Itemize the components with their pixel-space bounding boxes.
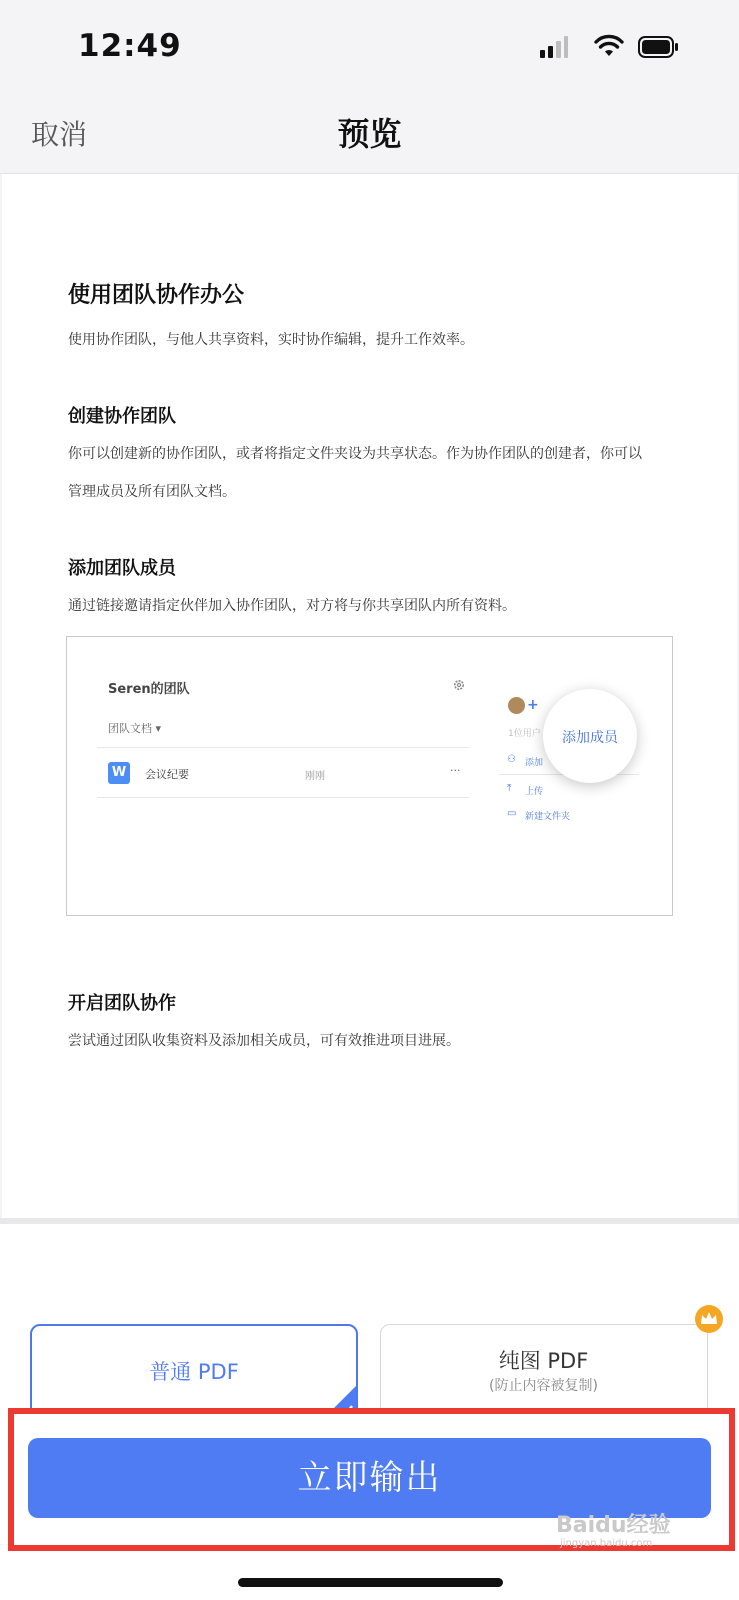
doc-paragraph-2-line-1: 你可以创建新的协作团队，或者将指定文件夹设为共享状态。作为协作团队的创建者，你可以 xyxy=(68,446,642,462)
cancel-button[interactable]: 取消 xyxy=(31,118,88,151)
divider xyxy=(97,747,469,748)
figure-new-folder: 新建文件夹 xyxy=(525,812,571,822)
gear-icon xyxy=(453,679,465,691)
divider xyxy=(97,797,469,798)
navigation-bar xyxy=(0,95,739,174)
option-normal-pdf-label: 普通 PDF xyxy=(149,1360,239,1384)
status-bar xyxy=(0,0,739,95)
figure-user-count: 1位用户 xyxy=(508,729,541,739)
doc-heading-3: 添加团队成员 xyxy=(68,558,176,579)
avatar xyxy=(508,697,525,714)
doc-paragraph-1: 使用协作团队，与他人共享资料，实时协作编辑，提升工作效率。 xyxy=(68,332,474,348)
figure-team-name: Seren的团队 xyxy=(108,682,190,697)
add-member-callout xyxy=(543,689,637,783)
watermark-logo: Baidu经验 xyxy=(556,1513,671,1538)
doc-heading-2: 创建协作团队 xyxy=(68,406,176,427)
doc-paragraph-4: 尝试通过团队收集资料及添加相关成员，可有效推进项目进展。 xyxy=(68,1033,460,1049)
page-title: 预览 xyxy=(337,115,402,153)
home-indicator xyxy=(238,1578,503,1587)
option-image-pdf-label: 纯图 PDF xyxy=(498,1349,589,1373)
doc-paragraph-2-line-2: 管理成员及所有团队文档。 xyxy=(68,484,236,500)
battery-icon xyxy=(638,36,678,58)
wifi-icon xyxy=(594,34,624,58)
more-icon: ··· xyxy=(450,764,461,777)
crown-icon xyxy=(694,1304,724,1334)
doc-heading-4: 开启团队协作 xyxy=(68,993,176,1014)
embedded-screenshot xyxy=(66,636,673,916)
cellular-signal-icon xyxy=(540,36,568,58)
watermark-url: jingyan.baidu.com xyxy=(560,1538,653,1549)
status-time: 12:49 xyxy=(78,28,182,64)
word-file-icon: W xyxy=(108,762,130,784)
doc-paragraph-3: 通过链接邀请指定伙伴加入协作团队，对方将与你共享团队内所有资料。 xyxy=(68,598,516,614)
callout-label: 添加成员 xyxy=(562,730,618,746)
output-now-button[interactable]: 立即输出 xyxy=(28,1438,711,1518)
add-icon: + xyxy=(527,697,539,713)
new-folder-icon: ▭ xyxy=(507,808,517,819)
upload-icon: ⤒ xyxy=(507,783,512,794)
figure-upload: 上传 xyxy=(525,787,544,797)
figure-team-docs: 团队文档 ▾ xyxy=(108,722,162,735)
option-image-pdf-sublabel: (防止内容被复制) xyxy=(489,1378,598,1394)
figure-file-name: 会议纪要 xyxy=(145,768,189,781)
figure-add-partial: 添加 xyxy=(525,758,544,768)
add-member-icon: ⚇ xyxy=(507,754,516,765)
doc-heading-1: 使用团队协作办公 xyxy=(68,283,245,308)
figure-file-time: 刚刚 xyxy=(305,771,325,782)
